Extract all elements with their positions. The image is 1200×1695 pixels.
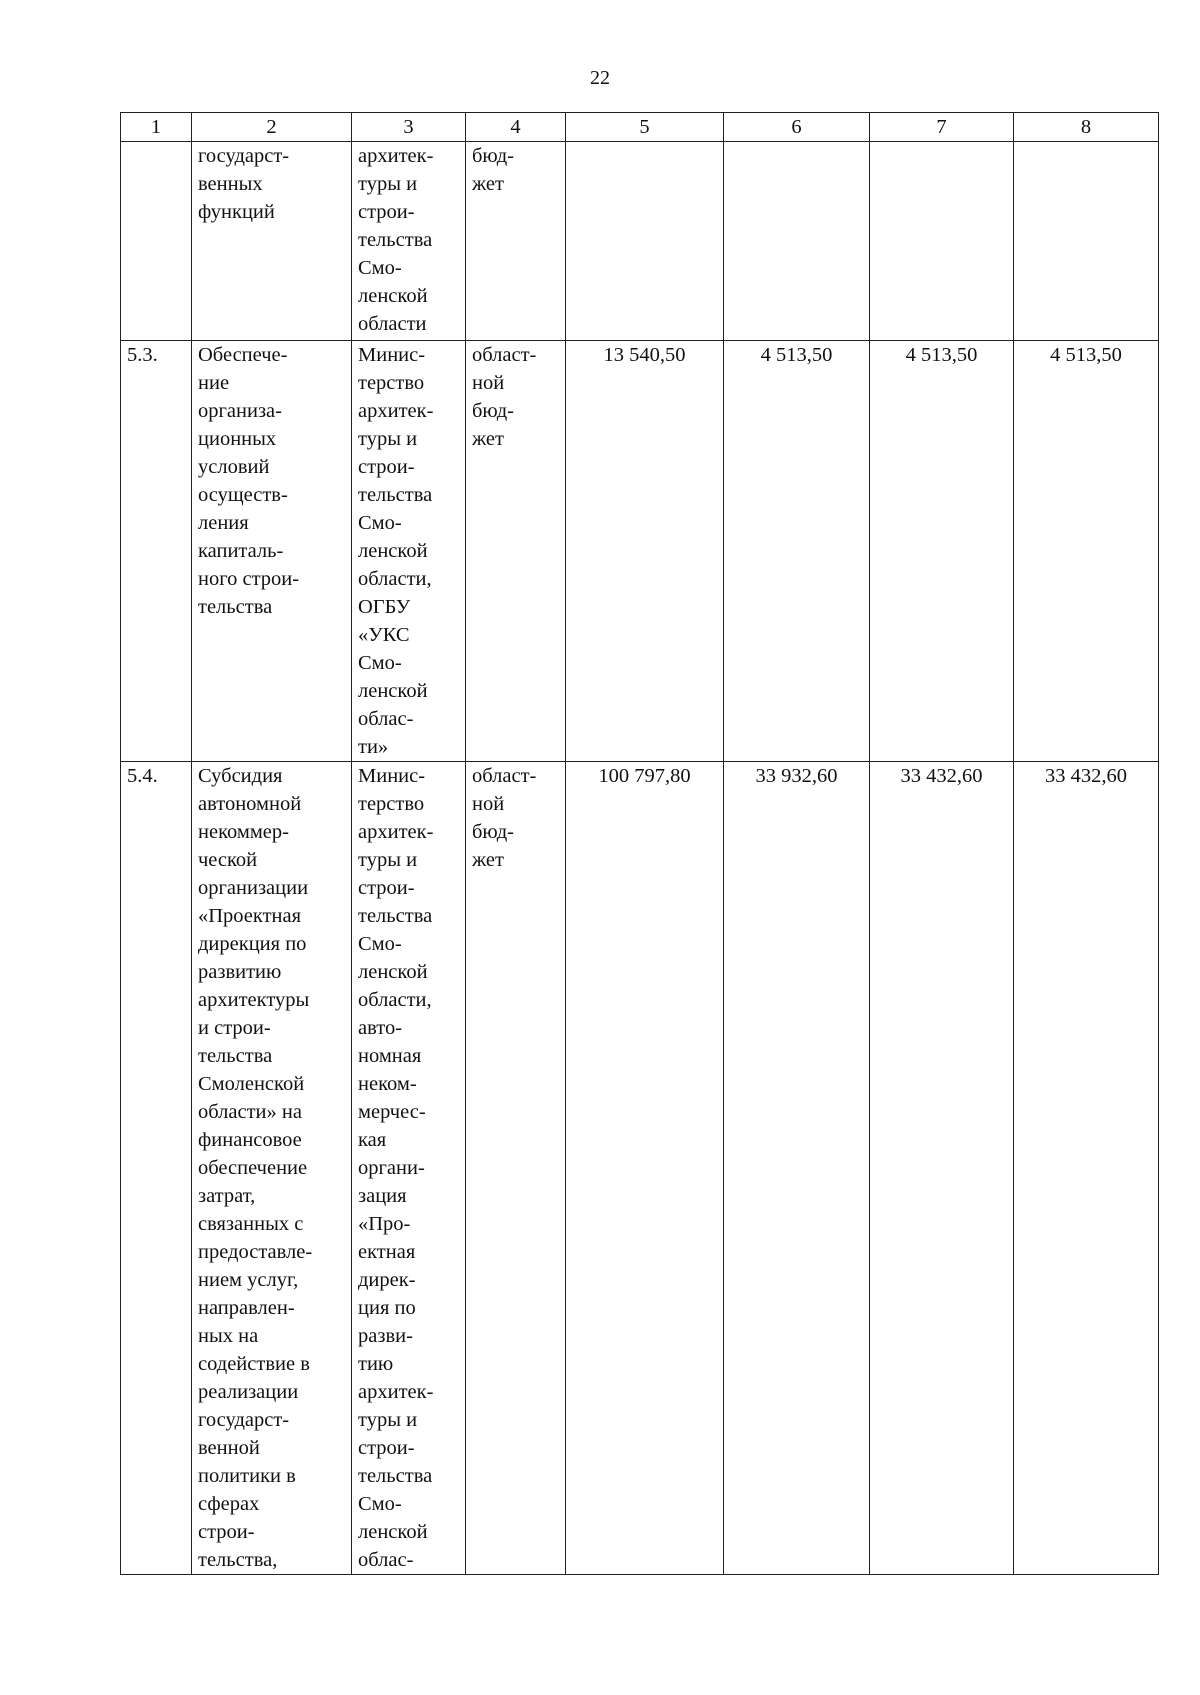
amount-year-3: 33 432,60 [1014, 762, 1159, 1575]
column-header-7: 7 [870, 113, 1014, 142]
amount-year-1 [724, 142, 870, 341]
measure-name: Обеспече- ние организа- ционных условий осуществ- ления капиталь- ного строи- тельства [192, 341, 352, 762]
column-header-6: 6 [724, 113, 870, 142]
measure-name: Субсидия автономной некоммер- ческой организации «Проектная дирекция по развитию архитектуры и строи- тельства Смоленской области» на финансовое обеспечение затрат, связанных с предоставле- нием услуг, направлен- ных на содействие в реализации государст- венной политики в сферах строи- тельства, [192, 762, 352, 1575]
column-header-1: 1 [121, 113, 192, 142]
measure-name: государст- венных функций [192, 142, 352, 341]
amount-year-2 [870, 142, 1014, 341]
page-number: 22 [590, 67, 610, 89]
funding-source: бюд- жет [466, 142, 566, 341]
table-row [121, 341, 1159, 762]
executor: Минис- терство архитек- туры и строи- тельства Смо- ленской области, ОГБУ «УКС Смо- ленской облас- ти» [352, 341, 466, 762]
executor: Минис- терство архитек- туры и строи- тельства Смо- ленской области, авто- номная неком- мерчес- кая органи- зация «Про- ектная дирек- ция по разви- тию архитек- туры и строи- тельства Смо- ленской облас- [352, 762, 466, 1575]
amount-year-2: 33 432,60 [870, 762, 1014, 1575]
funding-source: област- ной бюд- жет [466, 341, 566, 762]
column-header-4: 4 [466, 113, 566, 142]
amount-total: 100 797,80 [566, 762, 724, 1575]
amount-total: 13 540,50 [566, 341, 724, 762]
amount-year-3: 4 513,50 [1014, 341, 1159, 762]
table-row [121, 762, 1159, 1575]
table-row [121, 142, 1159, 341]
column-header-8: 8 [1014, 113, 1159, 142]
amount-year-2: 4 513,50 [870, 341, 1014, 762]
row-index: 5.4. [121, 762, 192, 1575]
header-row [121, 113, 1159, 142]
amount-year-3 [1014, 142, 1159, 341]
row-index: 5.3. [121, 341, 192, 762]
funding-source: област- ной бюд- жет [466, 762, 566, 1575]
column-header-3: 3 [352, 113, 466, 142]
row-index [121, 142, 192, 341]
budget-table [120, 112, 1159, 1575]
column-header-2: 2 [192, 113, 352, 142]
amount-year-1: 33 932,60 [724, 762, 870, 1575]
column-header-5: 5 [566, 113, 724, 142]
executor: архитек- туры и строи- тельства Смо- ленской области [352, 142, 466, 341]
amount-total [566, 142, 724, 341]
amount-year-1: 4 513,50 [724, 341, 870, 762]
